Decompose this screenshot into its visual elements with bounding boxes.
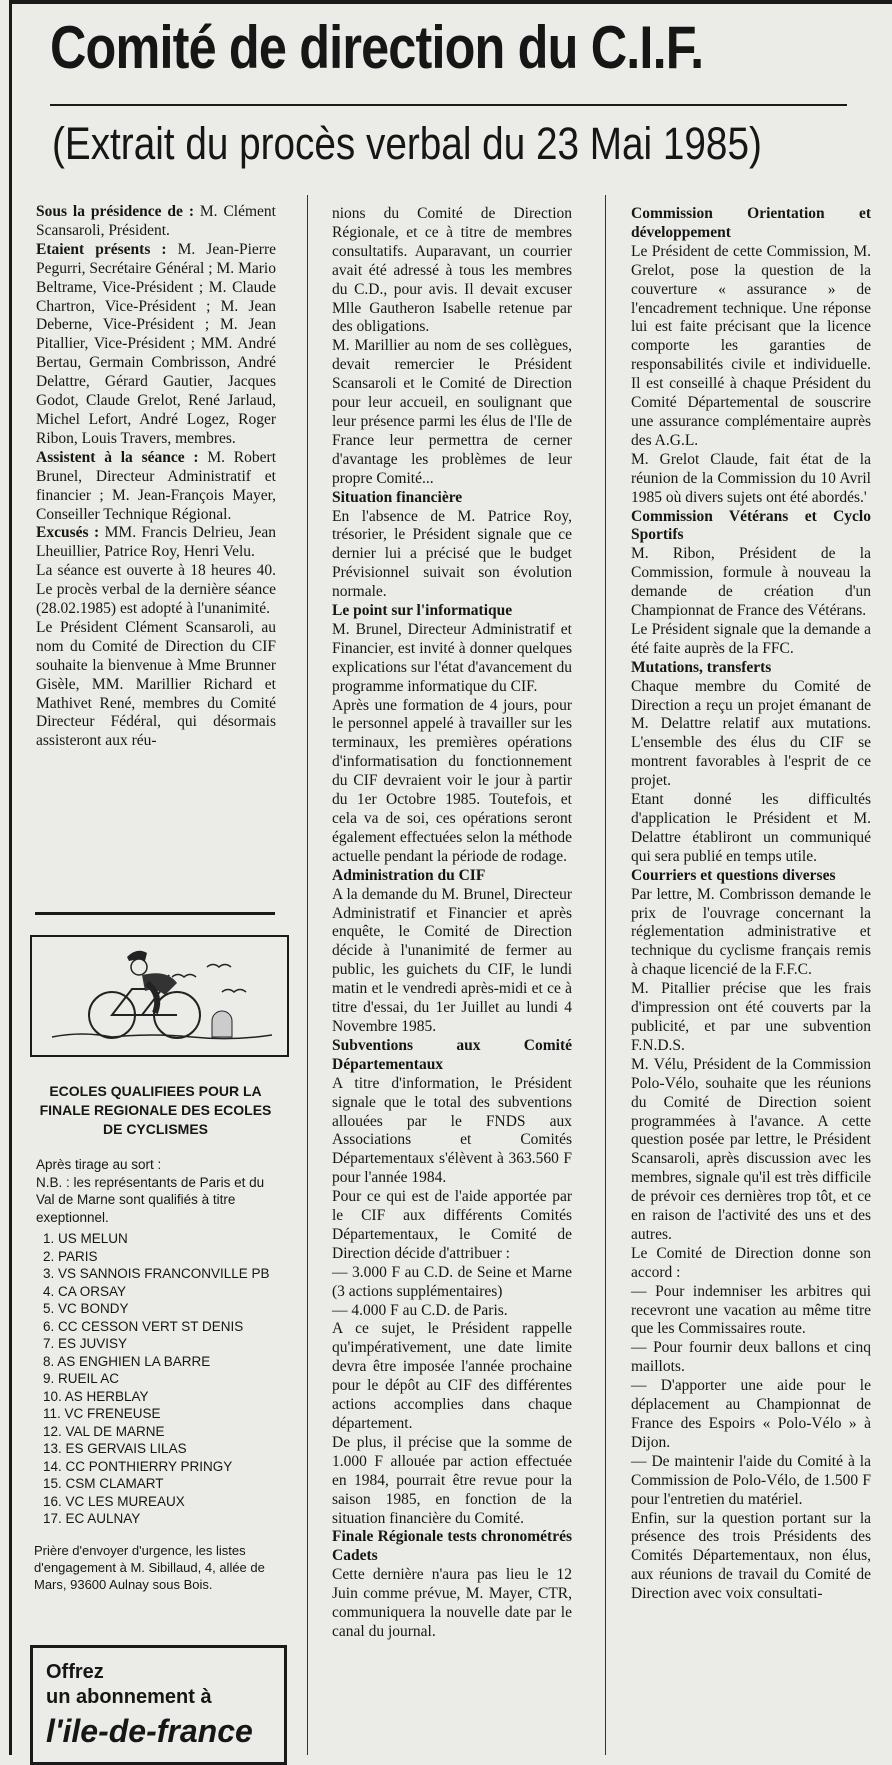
- schools-intro: Après tirage au sort :: [36, 1157, 162, 1172]
- paragraph: [36, 524, 276, 562]
- paragraph-text: Par lettre, M. Combrisson demande le prix de l'ouvrage concernant la réglementation administrative et technique du cyclisme français remis à chaque licencié de la F.F.C.: [631, 885, 871, 979]
- school-list-item: 16. VC LES MUREAUX: [43, 1493, 185, 1509]
- paragraph-text: MM. Francis Delrieu, Jean Lheuillier, Patrice Roy, Henri Velu.: [36, 524, 276, 561]
- article-column-1: [36, 203, 276, 751]
- paragraph: [631, 1245, 871, 1283]
- paragraph: [36, 562, 276, 619]
- column-divider-2: [605, 195, 606, 1755]
- paragraph-text: — Pour fournir deux ballons et cinq maillots.: [631, 1339, 871, 1376]
- paragraph: [631, 1377, 871, 1453]
- paragraph: [332, 508, 572, 603]
- paragraph: [631, 1510, 871, 1605]
- paragraph: [631, 980, 871, 1056]
- column-divider-1: [307, 195, 308, 1755]
- paragraph-text: Le Président de cette Commission, M. Grelot, pose la question de la couverture « assurance » de l'encadrement technique. Une réponse lui est faite précisant que la licence comporte les garanties de responsabilités civile et individuelle. Il est conseillé à chaque Président du Comité Départemental de souscrire une assurance complémentaire auprès des A.G.L.: [631, 242, 871, 449]
- section-heading: Commission Orientation et développement: [631, 205, 871, 241]
- page-top-rule: [9, 0, 892, 4]
- section-heading: Etaient présents :: [36, 240, 167, 258]
- paragraph: [332, 1188, 572, 1264]
- paragraph: [332, 1320, 572, 1433]
- page-subtitle: (Extrait du procès verbal du 23 Mai 1985): [52, 118, 762, 169]
- paragraph-text: — 3.000 F au C.D. de Seine et Marne (3 actions supplémentaires): [332, 1263, 572, 1300]
- paragraph: [631, 886, 871, 981]
- paragraph: [631, 678, 871, 791]
- paragraph: [332, 1566, 572, 1642]
- paragraph: [332, 1075, 572, 1188]
- section-heading: Subventions aux Comité Départementaux: [332, 1036, 572, 1073]
- school-list-item: 14. CC PONTHIERRY PRINGY: [43, 1458, 233, 1474]
- paragraph: [332, 1037, 572, 1075]
- section-heading: Sous la présidence de :: [36, 203, 194, 220]
- paragraph: [631, 508, 871, 546]
- paragraph-text: Le Comité de Direction donne son accord :: [631, 1244, 871, 1281]
- section-heading: Courriers et questions diverses: [631, 866, 836, 884]
- school-list-item: 7. ES JUVISY: [43, 1336, 128, 1351]
- paragraph: [332, 886, 572, 1037]
- paragraph: [332, 867, 572, 886]
- paragraph: [332, 205, 572, 337]
- paragraph-text: Chaque membre du Comité de Direction a reçu un projet émanant de M. Delattre relatif aux mutations. L'ensemble des élus du CIF se montrent favorables à l'esprit de ce projet.: [631, 677, 871, 790]
- school-list-item: 15. CSM CLAMART: [43, 1476, 164, 1491]
- paragraph-text: A titre d'information, le Président signale que le total des subventions allouées par le FNDS aux Associations et Comités Départementaux s'élèvent à 363.560 F pour l'année 1984.: [332, 1074, 572, 1187]
- cyclist-illustration: [30, 935, 289, 1057]
- article-column-3: [631, 205, 871, 1604]
- promo-line-1: Offrez: [46, 1661, 104, 1683]
- paragraph-text: Etant donné les difficultés d'application le Président et M. Delattre établiront un communiqué qui sera publié en temps utile.: [631, 791, 871, 865]
- section-heading: Mutations, transferts: [631, 658, 772, 676]
- section-heading: Situation financière: [332, 488, 463, 506]
- paragraph: [36, 241, 276, 449]
- paragraph: [332, 1302, 572, 1321]
- schools-nb: N.B. : les représentants de Paris et du Val de Marne sont qualifiés à titre exeptionnel.: [36, 1174, 265, 1225]
- paragraph: [332, 1264, 572, 1302]
- schools-list: [43, 1230, 283, 1528]
- promo-line-3: l'ile-de-france: [46, 1713, 253, 1749]
- paragraph: [332, 697, 572, 867]
- qualified-schools-box: [28, 1077, 283, 1645]
- paragraph: [631, 1056, 871, 1245]
- paragraph: [332, 337, 572, 488]
- paragraph: [332, 621, 572, 697]
- paragraph-text: Cette dernière n'aura pas lieu le 12 Juin comme prévue, M. Mayer, CTR, communiquera la nouvelle date par le canal du journal.: [332, 1566, 572, 1640]
- paragraph: [631, 545, 871, 621]
- paragraph: [332, 1434, 572, 1529]
- paragraph: [631, 659, 871, 678]
- paragraph-text: nions du Comité de Direction Régionale, et ce à titre de membres consultatifs. Auparavant, un courrier avait été adressé à tous les membres du C.D., pour avis. Il devait excuser Mlle Gautheron Isabelle retenue par des obligations.: [332, 205, 572, 336]
- school-list-item: 13. ES GERVAIS LILAS: [43, 1441, 187, 1456]
- paragraph-text: Pour ce qui est de l'aide apportée par le CIF aux différents Comités Départementaux, le Comité de Direction décide d'attribuer :: [332, 1188, 572, 1262]
- section-heading: Commission Vétérans et Cyclo Sportifs: [631, 507, 871, 544]
- title-divider: [50, 104, 847, 106]
- schools-note: Prière d'envoyer d'urgence, les listes d'engagement à M. Sibillaud, 4, allée de Mars, 93600 Aulnay sous Bois.: [34, 1542, 265, 1592]
- paragraph: [332, 489, 572, 508]
- paragraph: [631, 205, 871, 243]
- paragraph: [631, 867, 871, 886]
- paragraph: [36, 619, 276, 751]
- page-title: Comité de direction du C.I.F.: [50, 14, 704, 81]
- paragraph: [332, 1528, 572, 1566]
- cyclist-drawing-icon: [32, 937, 287, 1055]
- section-heading: Finale Régionale tests chronométrés Cadets: [332, 1528, 572, 1565]
- paragraph-text: M. Grelot Claude, fait état de la réunion de la Commission du 10 Avril 1985 où divers sujets ont été abordés.': [631, 450, 871, 506]
- section-heading: Le point sur l'informatique: [332, 602, 513, 620]
- paragraph-text: — Pour indemniser les arbitres qui recevront une vacation au même titre que les Commissaires route.: [631, 1282, 871, 1338]
- school-list-item: 5. VC BONDY: [43, 1301, 129, 1316]
- paragraph: [36, 203, 276, 241]
- paragraph-text: La séance est ouverte à 18 heures 40. Le procès verbal de la dernière séance (28.02.1985) est adopté à l'unanimité.: [36, 562, 276, 618]
- paragraph: [631, 451, 871, 508]
- paragraph: [631, 621, 871, 659]
- school-list-item: 3. VS SANNOIS FRANCONVILLE PB: [43, 1266, 270, 1281]
- school-list-item: 12. VAL DE MARNE: [43, 1423, 165, 1439]
- paragraph-text: M. Pitallier précise que les frais d'impression ont été couverts par la publicité, et par une subvention F.N.D.S.: [631, 980, 871, 1054]
- paragraph: [36, 449, 276, 525]
- article-column-2: [332, 205, 572, 1642]
- paragraph-text: M. Brunel, Directeur Administratif et Financier, est invité à donner quelques explications sur l'état d'avancement du programme informatique du CIF.: [332, 620, 572, 695]
- paragraph: [631, 1339, 871, 1377]
- school-list-item: 10. AS HERBLAY: [43, 1388, 149, 1404]
- paragraph: [332, 602, 572, 621]
- paragraph-text: — D'apporter une aide pour le déplacement au Championnat de France des Espoirs « Polo-Vélo » à Dijon.: [631, 1377, 871, 1451]
- school-list-item: 11. VC FRENEUSE: [43, 1406, 161, 1421]
- paragraph: [631, 791, 871, 867]
- paragraph-text: M. Marillier au nom de ses collègues, devait remercier le Président Scansaroli et le Comité de Direction pour leur accueil, en soulignant que leur présence parmi les élus de l'Ile de France leur permettra de cerner d'avantage les problèmes de leur propre Comité...: [332, 337, 572, 487]
- promo-line-2: un abonnement à: [46, 1686, 212, 1708]
- paragraph-text: M. Clément Scansaroli, Président.: [36, 203, 276, 239]
- subscription-promo: [30, 1645, 287, 1765]
- paragraph-text: Le Président Clément Scansaroli, au nom du Comité de Direction du CIF souhaite la bienvenue à Mme Brunner Gisèle, MM. Marillier Richard et Mathivet René, membres du Comité Directeur Fédéral, qui désormais assisteront aux réu-: [36, 618, 276, 750]
- page-left-rule: [9, 0, 12, 1755]
- paragraph-text: Enfin, sur la question portant sur la présence des trois Présidents des Comités Départementaux, non élus, aux réunions de travail du Comité de Direction avec voix consultati-: [631, 1509, 871, 1603]
- school-list-item: 1. US MELUN: [43, 1231, 128, 1246]
- section-heading: Excusés :: [36, 524, 100, 542]
- paragraph-text: — De maintenir l'aide du Comité à la Commission de Polo-Vélo, de 1.500 F pour l'entretien du matériel.: [631, 1452, 871, 1508]
- school-list-item: 17. EC AULNAY: [43, 1511, 141, 1526]
- schools-heading: ECOLES QUALIFIEES POUR LA FINALE REGIONALE DES ECOLES DE CYCLISMES: [39, 1083, 272, 1137]
- paragraph-text: A la demande du M. Brunel, Directeur Administratif et Financier et après enquête, le Comité de Direction décide à l'unanimité de fermer au public, les guichets du CIF, le lundi matin et le vendredi après-midi et ce à titre d'essai, du 1er Juillet au lundi 4 Novembre 1985.: [332, 885, 572, 1035]
- section-heading: Administration du CIF: [332, 866, 486, 884]
- section-heading: Assistent à la séance :: [36, 448, 199, 466]
- paragraph-text: Le Président signale que la demande a été faite auprès de la FFC.: [631, 620, 871, 657]
- school-list-item: 2. PARIS: [43, 1248, 98, 1264]
- paragraph-text: M. Robert Brunel, Directeur Administratif et financier ; M. Jean-François Mayer, Conseiller Technique Régional.: [36, 448, 276, 523]
- paragraph: [631, 1453, 871, 1510]
- school-list-item: 9. RUEIL AC: [43, 1371, 120, 1386]
- paragraph-text: En l'absence de M. Patrice Roy, trésorier, le Président signale que ce dernier lui a précisé que le budget Prévisionnel suivait son évolution normale.: [332, 507, 572, 601]
- paragraph-text: M. Vélu, Président de la Commission Polo-Vélo, souhaite que les réunions du Comité de Direction soient programmées à l'avance. A cette question posée par lettre, le Président Scansaroli, après discussion avec les membres, signale qu'il est très difficile de prévoir ces dernières trop tôt, et ce en raison de l'activité des uns et des autres.: [631, 1055, 871, 1243]
- paragraph-text: M. Ribon, Président de la Commission, formule à nouveau la demande de création d'un Championnat de France des Vétérans.: [631, 545, 871, 620]
- illustration-top-rule: [35, 912, 275, 915]
- paragraph-text: — 4.000 F au C.D. de Paris.: [332, 1301, 508, 1319]
- school-list-item: 6. CC CESSON VERT ST DENIS: [43, 1318, 244, 1334]
- paragraph-text: Après une formation de 4 jours, pour le personnel appelé à travailler sur les terminaux, les premières opérations d'informatisation du fonctionnement du CIF devraient voir le jour à partir du 1er Octobre 1985. Toutefois, et cela va de soi, ces opérations seront également effectuées selon la méthode actuelle pendant la période de rodage.: [332, 696, 572, 865]
- paragraph: [631, 243, 871, 451]
- school-list-item: 8. AS ENGHIEN LA BARRE: [43, 1353, 211, 1369]
- paragraph-text: De plus, il précise que la somme de 1.000 F allouée par action effectuée en 1984, pourrait être revue pour la saison 1985, en fonction de la situation financière du Comité.: [332, 1433, 572, 1527]
- paragraph-text: A ce sujet, le Président rappelle qu'impérativement, une date limite devra être imposée l'année prochaine pour le dépôt au CIF des différentes actions accomplies dans chaque département.: [332, 1320, 572, 1432]
- paragraph-text: M. Jean-Pierre Pegurri, Secrétaire Général ; M. Mario Beltrame, Vice-Président ; M. Claude Chartron, Vice-Président ; M. Jean Deberne, Vice-Président ; M. Jean Pitallier, Vice-Président ; MM. André Bertau, Germain Combrisson, André Delattre, Gérard Gautier, Jacques Godot, Claude Grelot, René Jarlaud, Michel Lefort, André Logez, Roger Ribon, Louis Travers, membres.: [36, 240, 276, 447]
- school-list-item: 4. CA ORSAY: [43, 1283, 127, 1299]
- paragraph: [631, 1283, 871, 1340]
